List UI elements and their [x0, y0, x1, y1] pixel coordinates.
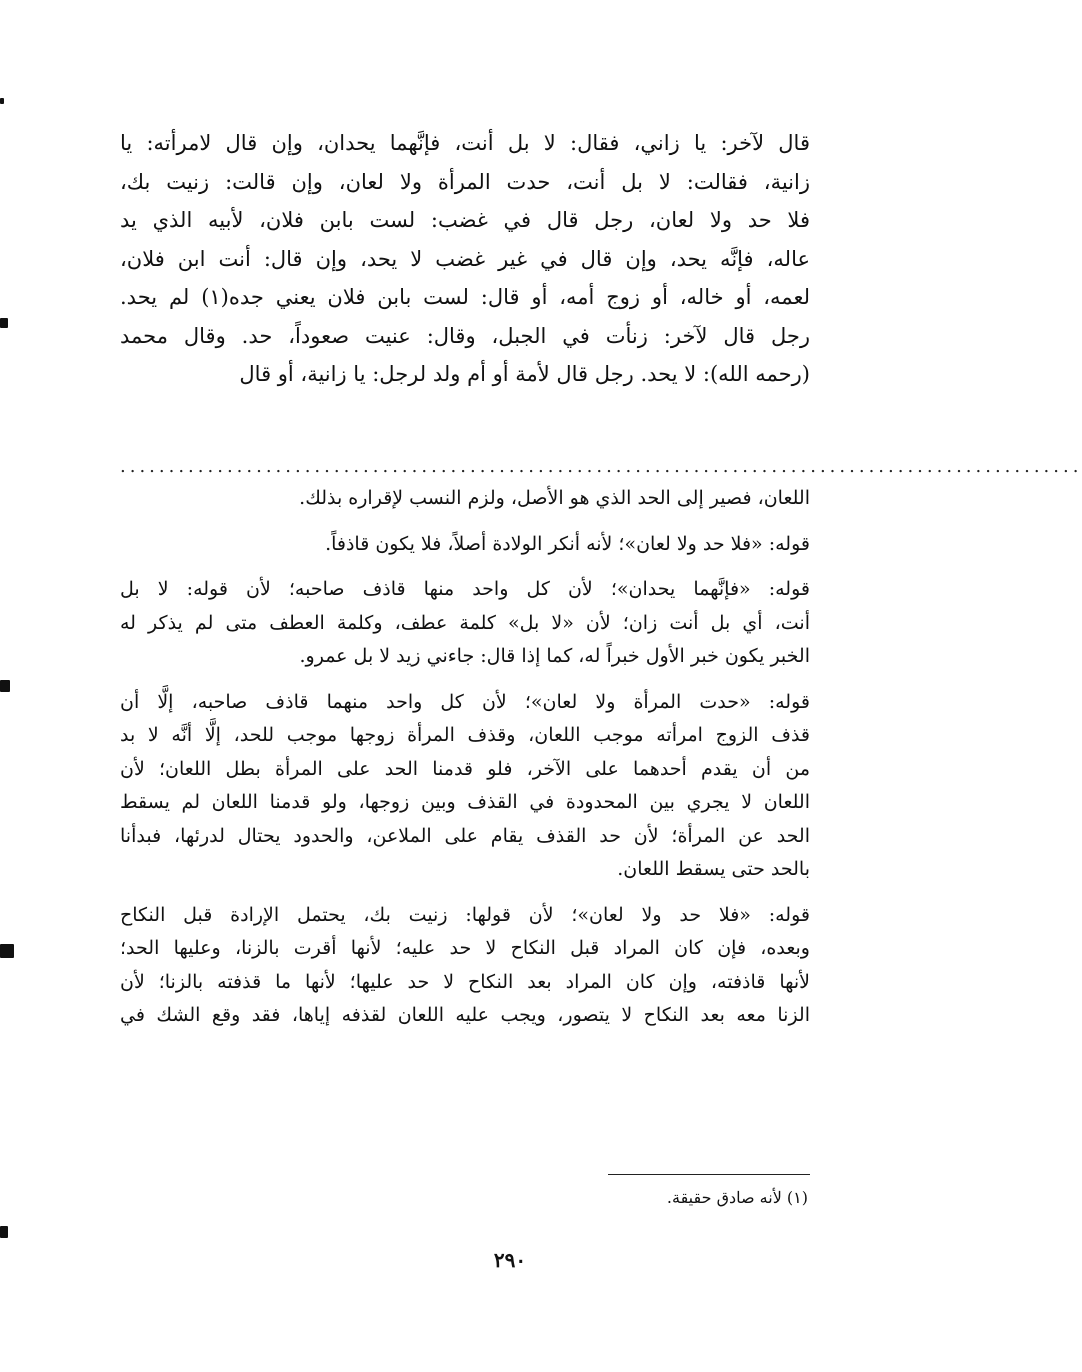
- commentary-line: الحد عن المرأة؛ لأن حد القذف يقام على الملاعن، والحدود يحتال لدرئها، فبدأنا: [120, 824, 810, 847]
- scan-edge-mark: [0, 944, 14, 958]
- commentary-line: أنت، أي بل أنت زان؛ لأن «لا بل» كلمة عطف، وكلمة العطف متى لم يذكر له: [120, 611, 810, 634]
- commentary-paragraph: [120, 573, 810, 674]
- commentary-paragraph: [120, 528, 810, 562]
- commentary-line: بالحد حتى يسقط اللعان.: [617, 858, 810, 880]
- commentary-line: قذف الزوج امرأته موجب اللعان، وقذف المرأة زوجها موجب للحد، إلَّا أنَّه لا بد: [120, 724, 810, 746]
- dotted-separator: ...................................................................................................: [120, 456, 1082, 477]
- main-text-line: رجل قال لآخر: زنأت في الجبل، وقال: عنيت صعوداً، حد. وقال محمد: [120, 323, 810, 348]
- commentary-line: لأنها قاذفته، وإن كان المراد بعد النكاح لا حد عليها؛ لأنها ما قذفته بالزنا؛ لأن: [120, 970, 810, 993]
- main-text-line: (رحمه الله): لا يحد. رجل قال لأمة أو أم ولد لرجل: يا زانية، أو قال: [239, 362, 810, 386]
- commentary-line: الخبر يكون خبر الأول خبراً له، كما إذا قال: جاءني زيد لا بل عمرو.: [299, 645, 810, 667]
- scan-edge-mark: [0, 98, 4, 104]
- main-text-line: قال لآخر: يا زاني، فقال: لا بل أنت، فإنَّهما يحدان، وإن قال لامرأته: يا: [120, 131, 810, 155]
- commentary-line: اللعان لا يجري بين المحدودة في القذف وبين زوجها، ولو قدمنا اللعان لم يسقط: [120, 791, 810, 813]
- commentary-line: وبعده، فإن كان المراد قبل النكاح لا حد عليه؛ لأنها أقرت بالزنا، وعليها الحد؛: [120, 937, 810, 959]
- main-text-line: زانية، فقالت: لا بل أنت، حدت المرأة ولا لعان، وإن قالت: زنيت بك،: [120, 169, 810, 194]
- commentary-paragraph: [120, 899, 810, 1033]
- main-text-line: لعمه، أو خاله، أو زوج أمه، أو قال: لست بابن فلان يعني جده(١) لم يحد.: [120, 285, 810, 309]
- scan-edge-mark: [0, 680, 10, 692]
- footnote: (١) لأنه صادق حقيقة.: [666, 1188, 808, 1207]
- commentary-line: قوله: «فلا حد ولا لعان»؛ لأنه أنكر الولادة أصلاً، فلا يكون قاذفاً.: [325, 532, 810, 555]
- commentary-line: من أن يقدم أحدهما على الآخر، فلو قدمنا الحد على المرأة بطل اللعان؛ لأن: [120, 757, 810, 780]
- commentary-paragraph: [120, 686, 810, 887]
- main-text: [120, 124, 810, 394]
- main-text-line: عاله، فإنَّه يحد، وإن قال في غير غضب لا يحد، وإن قال: أنت ابن فلان،: [120, 246, 810, 271]
- commentary-line: قوله: «فلا حد ولا لعان»؛ لأن قولها: زنيت بك، يحتمل الإرادة قبل النكاح: [120, 903, 810, 926]
- commentary: [120, 482, 810, 1045]
- commentary-line: قوله: «حدت المرأة ولا لعان»؛ لأن كل واحد منهما قاذف صاحبه، إلَّا أن: [120, 690, 810, 713]
- scan-edge-mark: [0, 1226, 8, 1238]
- commentary-line: اللعان، فصير إلى الحد الذي هو الأصل، ولزم النسب لإقراره بذلك.: [299, 487, 810, 509]
- main-text-line: فلا حد ولا لعان، رجل قال في غضب: لست بابن فلان، لأبيه الذي يد: [120, 208, 810, 232]
- commentary-paragraph: [120, 482, 810, 516]
- page-number: ٢٩٠: [493, 1248, 527, 1272]
- commentary-line: قوله: «فإنَّهما يحدان»؛ لأن كل واحد منها قاذف صاحبه؛ لأن قوله: لا بل: [120, 578, 810, 600]
- commentary-line: الزنا معه بعد النكاح لا يتصور، ويجب عليه اللعان لقذفه إياها، فقد وقع الشك في: [120, 1004, 810, 1026]
- scan-edge-mark: [0, 318, 8, 328]
- footnote-rule: [608, 1174, 810, 1175]
